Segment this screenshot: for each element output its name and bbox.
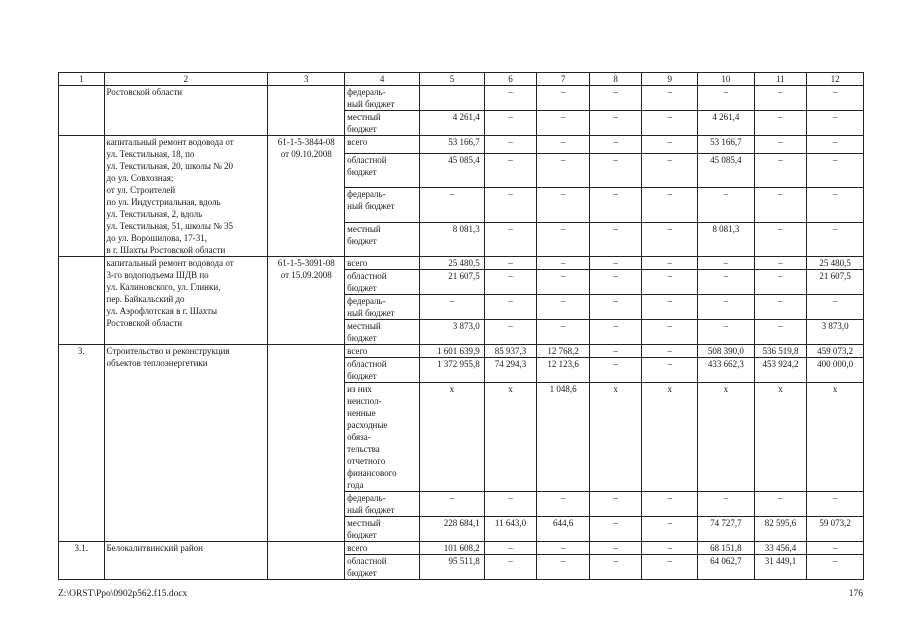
amount-cell: – (589, 345, 642, 358)
amount-cell: 33 456,4 (754, 542, 807, 555)
funding-source: всего (345, 136, 420, 154)
amount-cell: х (807, 383, 864, 492)
amount-cell: – (807, 86, 864, 111)
funding-source: федераль- ный бюджет (345, 86, 420, 111)
amount-cell: – (484, 270, 537, 295)
amount-cell: – (642, 136, 698, 154)
file-path: Z:\ORST\Ppo\0902p562.f15.docx (58, 589, 188, 599)
amount-cell: 4 261,4 (698, 111, 755, 136)
funding-source: всего (345, 345, 420, 358)
amount-cell: – (484, 86, 537, 111)
amount-cell: – (420, 492, 485, 517)
table-row (59, 136, 864, 154)
amount-cell: х (589, 383, 642, 492)
amount-cell: – (589, 222, 642, 256)
document-ref (268, 542, 345, 580)
amount-cell: – (642, 270, 698, 295)
amount-cell: 459 073,2 (807, 345, 864, 358)
amount-cell: 74 294,3 (484, 358, 537, 383)
funding-source: федераль- ный бюджет (345, 188, 420, 222)
amount-cell: – (589, 320, 642, 345)
amount-cell: 433 662,3 (698, 358, 755, 383)
amount-cell: х (698, 383, 755, 492)
amount-cell: – (589, 492, 642, 517)
amount-cell: 45 085,4 (698, 153, 755, 187)
amount-cell: – (589, 136, 642, 154)
item-number (59, 136, 105, 257)
item-name: Ростовской области (104, 86, 268, 136)
amount-cell: – (642, 517, 698, 542)
amount-cell: – (537, 257, 590, 270)
amount-cell: 3 873,0 (420, 320, 485, 345)
amount-cell: – (807, 188, 864, 222)
funding-source: областной бюджет (345, 358, 420, 383)
amount-cell: 53 166,7 (698, 136, 755, 154)
amount-cell: – (537, 86, 590, 111)
amount-cell: – (537, 555, 590, 580)
amount-cell: – (642, 555, 698, 580)
amount-cell: – (698, 320, 755, 345)
item-number: 3.1. (59, 542, 105, 580)
amount-cell: – (484, 153, 537, 187)
column-number: 11 (754, 73, 807, 86)
amount-cell: – (754, 188, 807, 222)
item-name: Белокалитвинский район (104, 542, 268, 580)
funding-source: местный бюджет (345, 222, 420, 256)
document-ref (268, 86, 345, 136)
item-name: капитальный ремонт водовода от ул. Текстильная, 18, по ул. Текстильная, 20, школы № 20 до ул. Совхозная; от ул. Строителей по ул. Индустриальная, вдоль ул. Текстильная, 2, вдоль ул. Текстильная, 51, школы № 35 до ул. Ворошилова, 17-31, в г. Шахты Ростовской области (104, 136, 268, 257)
column-number: 7 (537, 73, 590, 86)
amount-cell: – (589, 542, 642, 555)
column-number: 5 (420, 73, 485, 86)
amount-cell: 644,6 (537, 517, 590, 542)
amount-cell: 453 924,2 (754, 358, 807, 383)
amount-cell: 4 261,4 (420, 111, 485, 136)
amount-cell: – (698, 295, 755, 320)
amount-cell: – (642, 320, 698, 345)
amount-cell: – (807, 295, 864, 320)
column-number: 3 (268, 73, 345, 86)
amount-cell: 53 166,7 (420, 136, 485, 154)
item-number (59, 257, 105, 345)
funding-source: областной бюджет (345, 270, 420, 295)
amount-cell: – (484, 320, 537, 345)
amount-cell: – (807, 555, 864, 580)
table-row (59, 542, 864, 555)
amount-cell: – (642, 345, 698, 358)
amount-cell: 3 873,0 (807, 320, 864, 345)
amount-cell: 21 607,5 (807, 270, 864, 295)
amount-cell: – (589, 257, 642, 270)
amount-cell: – (589, 86, 642, 111)
amount-cell: 12 768,2 (537, 345, 590, 358)
amount-cell: – (420, 188, 485, 222)
amount-cell: 8 081,3 (420, 222, 485, 256)
amount-cell: – (484, 542, 537, 555)
amount-cell: – (537, 222, 590, 256)
amount-cell: – (642, 358, 698, 383)
column-number: 9 (642, 73, 698, 86)
amount-cell: – (807, 111, 864, 136)
column-number: 8 (589, 73, 642, 86)
column-number: 4 (345, 73, 420, 86)
amount-cell: 95 511,8 (420, 555, 485, 580)
amount-cell: 228 684,1 (420, 517, 485, 542)
amount-cell: – (589, 555, 642, 580)
amount-cell: 1 048,6 (537, 383, 590, 492)
amount-cell: – (754, 270, 807, 295)
amount-cell: 11 643,0 (484, 517, 537, 542)
amount-cell: – (484, 188, 537, 222)
amount-cell: – (642, 222, 698, 256)
funding-source: местный бюджет (345, 517, 420, 542)
amount-cell: х (642, 383, 698, 492)
document-ref: 61-1-5-3844-08 от 09.10.2008 (268, 136, 345, 257)
amount-cell: – (589, 153, 642, 187)
amount-cell: – (807, 222, 864, 256)
amount-cell: – (754, 320, 807, 345)
amount-cell: – (484, 295, 537, 320)
amount-cell: – (484, 222, 537, 256)
amount-cell: – (537, 153, 590, 187)
amount-cell: 59 073,2 (807, 517, 864, 542)
amount-cell: 31 449,1 (754, 555, 807, 580)
amount-cell: – (642, 542, 698, 555)
amount-cell: 25 480,5 (420, 257, 485, 270)
column-number: 12 (807, 73, 864, 86)
amount-cell: – (537, 136, 590, 154)
amount-cell: – (589, 188, 642, 222)
amount-cell: – (589, 295, 642, 320)
amount-cell: – (484, 111, 537, 136)
amount-cell: 45 085,4 (420, 153, 485, 187)
amount-cell: – (642, 86, 698, 111)
amount-cell: – (484, 257, 537, 270)
amount-cell: – (642, 257, 698, 270)
amount-cell: 400 000,0 (807, 358, 864, 383)
item-name: капитальный ремонт водовода от 3-го водоподъема ШДВ по ул. Калиновского, ул. Глинки, пер. Байкальский до ул. Аэрофлотская в г. Шахты Ростовской области (104, 257, 268, 345)
item-name: Строительство и реконструкция объектов теплоэнергетики (104, 345, 268, 542)
amount-cell: – (754, 492, 807, 517)
funding-source: областной бюджет (345, 153, 420, 187)
funding-source: федераль- ный бюджет (345, 492, 420, 517)
amount-cell: 85 937,3 (484, 345, 537, 358)
amount-cell: – (698, 270, 755, 295)
amount-cell: – (642, 492, 698, 517)
amount-cell: – (642, 188, 698, 222)
funding-source: областной бюджет (345, 555, 420, 580)
document-ref (268, 345, 345, 542)
funding-source: всего (345, 257, 420, 270)
amount-cell: – (698, 86, 755, 111)
amount-cell: – (754, 295, 807, 320)
amount-cell: – (589, 270, 642, 295)
amount-cell: – (642, 111, 698, 136)
item-number (59, 86, 105, 136)
table-row (59, 345, 864, 358)
amount-cell: – (484, 555, 537, 580)
amount-cell: 25 480,5 (807, 257, 864, 270)
amount-cell: – (537, 270, 590, 295)
column-number: 1 (59, 73, 105, 86)
amount-cell: – (807, 153, 864, 187)
amount-cell: – (484, 492, 537, 517)
amount-cell: – (642, 153, 698, 187)
amount-cell: – (537, 111, 590, 136)
column-number: 2 (104, 73, 268, 86)
column-number: 10 (698, 73, 755, 86)
amount-cell: 1 601 639,9 (420, 345, 485, 358)
table-row (59, 86, 864, 111)
amount-cell: – (807, 136, 864, 154)
column-number: 6 (484, 73, 537, 86)
amount-cell: – (484, 136, 537, 154)
amount-cell: – (420, 295, 485, 320)
funding-source: федераль- ный бюджет (345, 295, 420, 320)
amount-cell: – (589, 517, 642, 542)
amount-cell: 82 595,6 (754, 517, 807, 542)
amount-cell: 508 390,0 (698, 345, 755, 358)
amount-cell: – (754, 136, 807, 154)
amount-cell: 101 608,2 (420, 542, 485, 555)
funding-source: из них неиспол- ненные расходные обяза- тельства отчетного финансового года (345, 383, 420, 492)
amount-cell: 536 519,8 (754, 345, 807, 358)
amount-cell: – (807, 542, 864, 555)
amount-cell: – (537, 492, 590, 517)
amount-cell: – (589, 358, 642, 383)
amount-cell: 12 123,6 (537, 358, 590, 383)
amount-cell: 74 727,7 (698, 517, 755, 542)
table-row (59, 257, 864, 270)
amount-cell: – (754, 222, 807, 256)
amount-cell: – (642, 295, 698, 320)
funding-source: местный бюджет (345, 111, 420, 136)
amount-cell: – (807, 492, 864, 517)
amount-cell: – (754, 111, 807, 136)
amount-cell: х (484, 383, 537, 492)
funding-source: местный бюджет (345, 320, 420, 345)
amount-cell: – (698, 257, 755, 270)
funding-source: всего (345, 542, 420, 555)
amount-cell: х (754, 383, 807, 492)
document-ref: 61-1-5-3091-08 от 15.09.2008 (268, 257, 345, 345)
amount-cell: 64 062,7 (698, 555, 755, 580)
amount-cell: х (420, 383, 485, 492)
item-number: 3. (59, 345, 105, 542)
amount-cell: – (754, 153, 807, 187)
page-number: 176 (848, 589, 863, 599)
amount-cell: – (537, 542, 590, 555)
budget-table (58, 72, 864, 580)
amount-cell: – (754, 86, 807, 111)
amount-cell: 68 151,8 (698, 542, 755, 555)
header-row (59, 73, 864, 86)
amount-cell: – (537, 295, 590, 320)
amount-cell: 8 081,3 (698, 222, 755, 256)
amount-cell: – (698, 492, 755, 517)
amount-cell (420, 86, 485, 111)
amount-cell: – (754, 257, 807, 270)
amount-cell: – (589, 111, 642, 136)
amount-cell: 1 372 955,8 (420, 358, 485, 383)
amount-cell: 21 607,5 (420, 270, 485, 295)
amount-cell: – (698, 188, 755, 222)
amount-cell: – (537, 320, 590, 345)
amount-cell: – (537, 188, 590, 222)
